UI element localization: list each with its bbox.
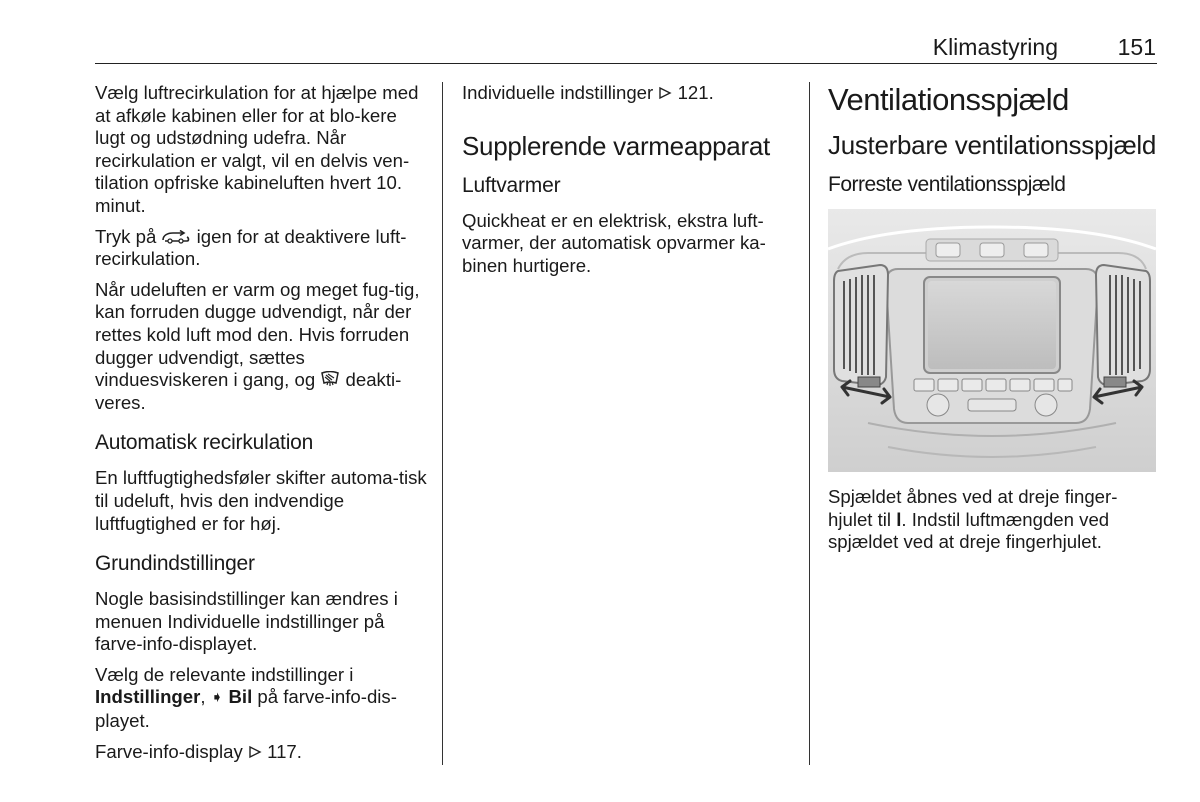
header-page-number: 151 <box>1117 34 1156 60</box>
reference-page: 117. <box>267 740 302 762</box>
paragraph-recirculation-intro: Vælg luftrecirkulation for at hjælpe med at afkøle kabinen eller for at blo-kere lugt og udstødning udefra. Når recirkulation er valgt, vil en delvis ven-tilation opfriske kabineluften hvert 10. minut. <box>95 82 419 216</box>
paragraph-text: på farve-info-dis-playet. <box>95 686 397 732</box>
paragraph-quickheat: Quickheat er en elektrisk, ekstra luft-varmer, der automatisk opvarmer ka-binen hurtigere. <box>462 209 766 276</box>
menu-path-settings: Indstillinger <box>95 686 201 708</box>
column-3 <box>828 82 1158 562</box>
column-2 <box>462 82 792 285</box>
column-divider-2 <box>809 82 810 765</box>
paragraph-basic-settings: Nogle basisindstillinger kan ændres i menuen Individuelle indstillinger på farve-info-displayet. <box>95 588 398 655</box>
paragraph-deactivate <box>95 226 428 271</box>
column-1 <box>95 82 428 771</box>
paragraph-text: Vælg de relevante indstillinger i <box>95 663 354 685</box>
paragraph-text: Tryk på <box>95 225 157 247</box>
reference-text: Farve-info-display <box>95 740 243 762</box>
heading-basic-settings: Grundindstillinger <box>95 552 255 576</box>
paragraph-text: Når udeluften er varm og meget fug-tig, kan forruden dugge udvendigt, når der rettes kold luft mod den. Hvis forruden dugger udvendigt, sættes vinduesviskeren i gang, og <box>95 278 420 391</box>
paragraph-text: igen for at deaktivere luft-recirkulation. <box>95 225 407 270</box>
heading-front-vents: Forreste ventilationsspjæld <box>828 173 1066 196</box>
paragraph-open-vent <box>828 486 1158 554</box>
dashboard-vents-illustration <box>828 209 1156 472</box>
menu-arrow-icon: ➧ <box>210 689 224 707</box>
menu-path-car: Bil <box>228 686 253 708</box>
paragraph-fog-warning <box>95 279 428 415</box>
menu-path-separator: , <box>200 686 206 708</box>
page-ref-arrow-icon <box>248 745 262 759</box>
reference-page: 121. <box>677 82 714 103</box>
paragraph-individual-settings <box>462 82 792 105</box>
page-ref-arrow-icon <box>658 86 672 100</box>
header-rule <box>95 63 1157 64</box>
heading-supplementary-heater: Supplerende varmeapparat <box>462 130 770 161</box>
reference-text: Individuelle indstillinger <box>462 82 654 103</box>
paragraph-page-reference <box>95 741 428 764</box>
heading-ventilation: Ventilationsspjæld <box>828 82 1069 117</box>
header-section-title: Klimastyring <box>932 34 1058 60</box>
windscreen-wiper-icon <box>320 371 340 387</box>
paragraph-text: deakti-veres. <box>95 369 402 413</box>
column-divider-1 <box>442 82 443 765</box>
heading-automatic-recirculation: Automatisk recirkulation <box>95 431 314 455</box>
heading-adjustable-vents: Justerbare ventilationsspjæld <box>828 130 1157 160</box>
paragraph-humidity-sensor: En luftfugtighedsføler skifter automa-tisk til udeluft, hvis den indvendige luftfugtighed er for høj. <box>95 467 427 534</box>
paragraph-text: Spjældet åbnes ved at dreje finger-hjulet til <box>828 486 1118 530</box>
heading-air-heater: Luftvarmer <box>462 173 561 197</box>
open-position-symbol: l <box>896 508 902 530</box>
paragraph-text: . Indstil luftmængden ved spjældet ved at dreje fingerhjulet. <box>828 508 1110 553</box>
recirculation-icon <box>161 230 191 244</box>
paragraph-select-settings <box>95 664 428 733</box>
